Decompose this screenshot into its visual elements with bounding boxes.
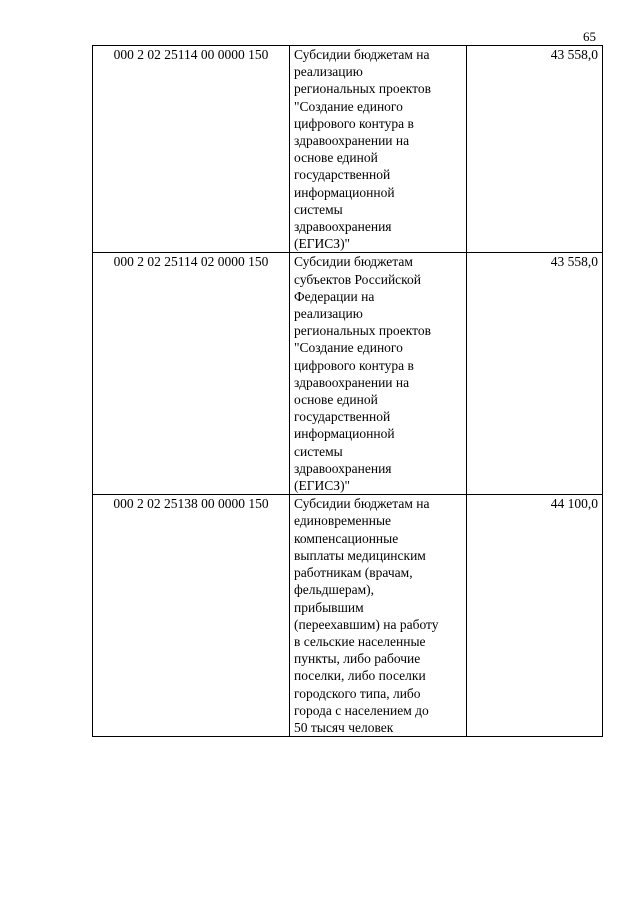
description-line: информационной: [294, 426, 395, 442]
budget-table: [92, 45, 603, 737]
description-line: Субсидии бюджетам: [294, 254, 413, 270]
amount-cell: 43 558,0: [467, 253, 603, 495]
description-line: "Создание единого: [294, 98, 403, 114]
description-line: реализацию: [294, 306, 363, 322]
description-line: 50 тысяч человек: [294, 719, 394, 735]
budget-code-cell: 000 2 02 25138 00 0000 150: [93, 495, 290, 737]
description-line: компенсационные: [294, 530, 399, 546]
description-line: субъектов Российской: [294, 271, 422, 287]
description-line: основе единой: [294, 150, 378, 166]
description-line: государственной: [294, 167, 391, 183]
description-line: здравоохранении на: [294, 374, 410, 390]
description-line: в сельские населенные: [294, 633, 426, 649]
description-line: выплаты медицинским: [294, 547, 426, 563]
description-line: региональных проектов: [294, 323, 432, 339]
description-line: здравоохранении на: [294, 133, 410, 149]
amount-cell: 43 558,0: [467, 46, 603, 253]
description-line: реализацию: [294, 64, 363, 80]
description-line: города с населением до: [294, 702, 429, 718]
description-line: государственной: [294, 409, 391, 425]
table-row: [93, 495, 603, 737]
description-line: Субсидии бюджетам на: [294, 47, 430, 62]
description-line: здравоохранения: [294, 219, 392, 235]
description-line: городского типа, либо: [294, 685, 421, 701]
description-line: цифрового контура в: [294, 357, 414, 373]
description-line: поселки, либо поселки: [294, 668, 426, 684]
description-line: фельдшерам),: [294, 582, 375, 598]
description-cell: [290, 495, 467, 737]
amount-cell: 44 100,0: [467, 495, 603, 737]
page-number: 65: [583, 29, 596, 44]
description-line: работникам (врачам,: [294, 565, 413, 581]
description-cell: [290, 46, 467, 253]
description-line: здравоохранения: [294, 460, 392, 476]
description-line: (ЕГИСЗ)": [294, 236, 351, 252]
description-line: Федерации на: [294, 288, 375, 304]
description-line: системы: [294, 201, 343, 217]
description-cell: [290, 253, 467, 495]
table-row: [93, 253, 603, 495]
description-line: (ЕГИСЗ)": [294, 478, 351, 494]
description-line: основе единой: [294, 392, 378, 408]
description-line: Субсидии бюджетам на: [294, 496, 430, 512]
description-line: единовременные: [294, 513, 392, 529]
description-line: региональных проектов: [294, 81, 432, 97]
description-line: пункты, либо рабочие: [294, 651, 421, 667]
budget-code-cell: 000 2 02 25114 00 0000 150: [93, 46, 290, 253]
budget-code-cell: 000 2 02 25114 02 0000 150: [93, 253, 290, 495]
description-line: информационной: [294, 184, 395, 200]
description-line: цифрового контура в: [294, 115, 414, 131]
description-line: (переехавшим) на работу: [294, 616, 439, 632]
table-row: [93, 46, 603, 253]
description-line: системы: [294, 443, 343, 459]
description-line: "Создание единого: [294, 340, 403, 356]
description-line: прибывшим: [294, 599, 364, 615]
